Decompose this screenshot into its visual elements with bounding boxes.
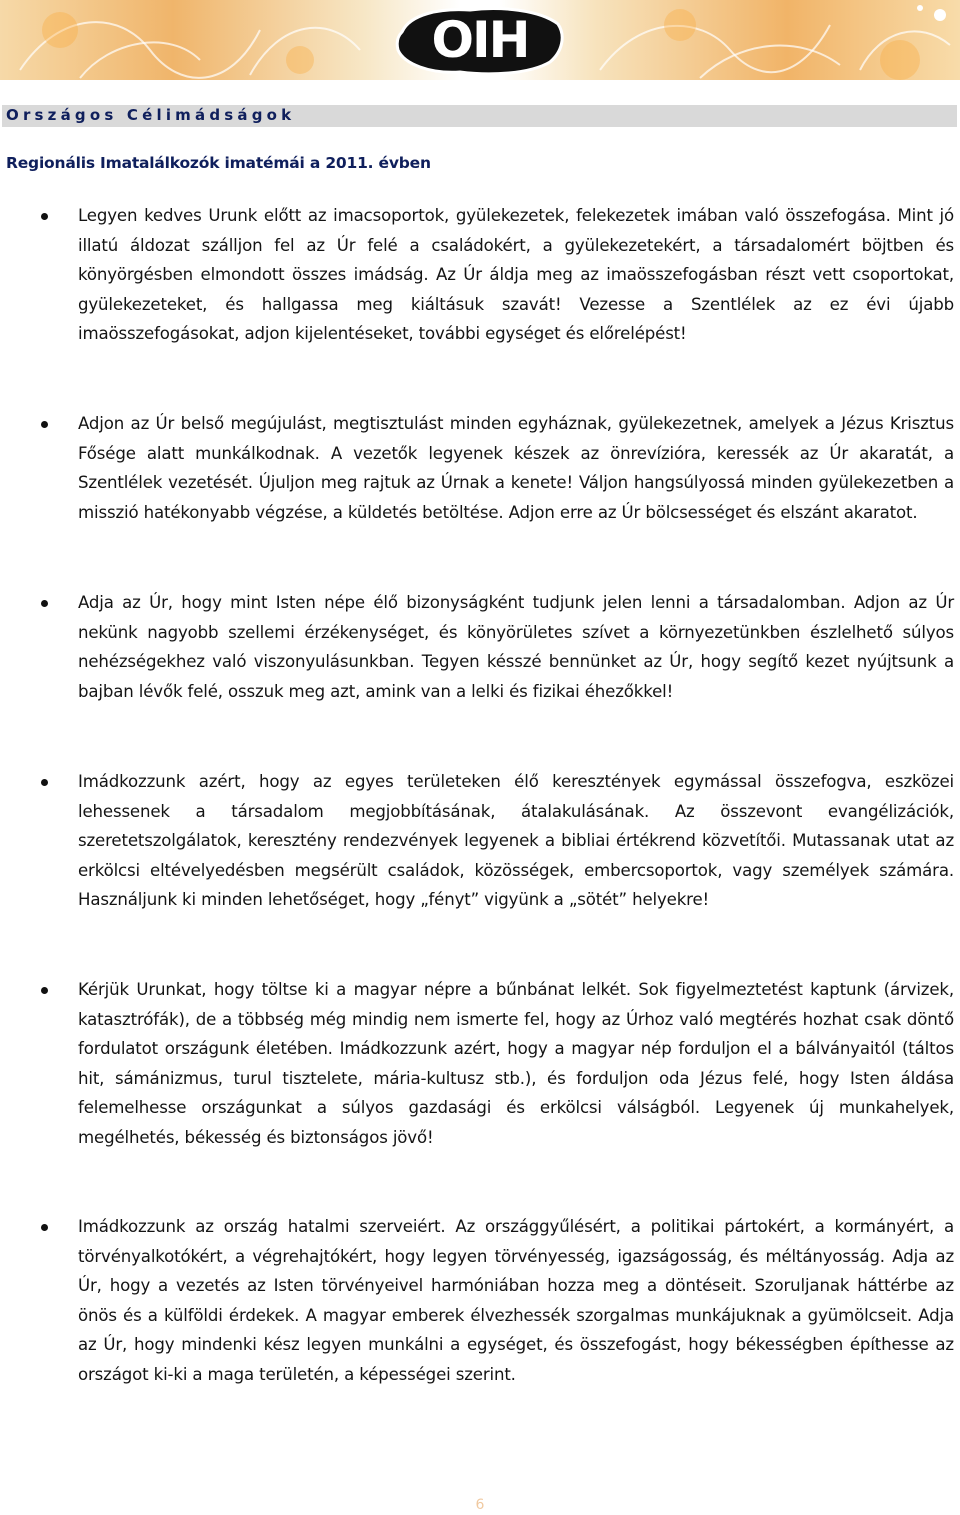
- title-bar: [2, 105, 957, 127]
- prayer-text: Imádkozzunk azért, hogy az egyes területeken élő keresztények egymással összefogva, eszközei lehessenek a társadalom megjobbításának, átalakulásának. Az összevont evangélizációk, szeretetszolgálatok, keresztény rendezvények legyenek a bibliai értékrend közvetítői. Mutassanak utat az erkölcsi eltévelyedésben megsérült családok, közösségek, embercsoportok, vagy személyek számára. Használjunk ki minden lehetőséget, hogy „fényt” vigyünk a „sötét” helyekre!: [78, 772, 954, 909]
- prayer-text: Legyen kedves Urunk előtt az imacsoportok, gyülekezetek, felekezetek imában való összefogása. Mint jó illatú áldozat szálljon fel az Úr felé a családokért, a gyülekezetekért, a társadalomért böjtben és könyörgésben elmondott összes imádság. Az Úr áldja meg az imaösszefogásban részt vett csoportokat, gyülekezeteket, és hallgassa meg kiáltásuk szavát! Vezesse a Szentlélek az ez évi újabb imaösszefogásokat, adjon kijelentéseket, további egységet és előrelépést!: [78, 206, 954, 343]
- bullet-icon: [41, 421, 48, 428]
- prayer-item: [78, 409, 954, 527]
- prayer-item: [78, 1212, 954, 1389]
- prayer-item: [78, 767, 954, 915]
- page-number: 6: [475, 1497, 485, 1513]
- logo-text: OIH: [431, 11, 529, 69]
- page-title: Országos Célimádságok: [6, 106, 296, 124]
- prayer-text: Adja az Úr, hogy mint Isten népe élő bizonyságként tudjunk jelen lenni a társadalomban. Adjon az Úr nekünk nagyobb szellemi érzékenységet, és könyörületes szívet a környezetünkben észlelhető súlyos nehézségekhez való viszonyulásunkban. Tegyen késszé bennünket az Úr, hogy segítő kezet nyújtsunk a bajban lévők felé, osszuk meg azt, amink van a lelki és fizikai éhezőkkel!: [78, 593, 954, 701]
- prayer-item: [78, 201, 954, 349]
- page-subtitle: Regionális Imatalálkozók imatémái a 2011. évben: [6, 154, 431, 172]
- bullet-icon: [41, 600, 48, 607]
- prayer-text: Kérjük Urunkat, hogy töltse ki a magyar népre a bűnbánat lelkét. Sok figyelmeztetést kaptunk (árvizek, katasztrófák), de a többség még mindig nem ismerte fel, hogy az Úrhoz való megtérés hozhat csak döntő fordulatot országunk életében. Imádkozzunk azért, hogy a magyar nép forduljon el a bálványaitól (táltos hit, sámánizmus, turul tisztelete, mária-kultusz stb.), és forduljon oda Jézus felé, hogy Isten áldása felemelhesse országunkat a súlyos gazdasági és erkölcsi válságból. Legyenek új munkahelyek, megélhetés, békesség és biztonságos jövő!: [78, 980, 954, 1147]
- prayer-item: [78, 588, 954, 706]
- bullet-icon: [41, 1224, 48, 1231]
- bullet-icon: [41, 987, 48, 994]
- prayer-text: Imádkozzunk az ország hatalmi szerveiért. Az országgyűlésért, a politikai pártokért, a kormányért, a törvényalkotókért, a végrehajtókért, hogy legyen törvényesség, igazságosság, és méltányosság. Adja az Úr, hogy a vezetés az Isten törvényeivel harmóniában hozza meg a döntéseit. Szoruljanak háttérbe az önös és a külföldi érdekek. A magyar emberek élvezhessék szorgalmas munkájuknak a gyümölcseit. Adja az Úr, hogy mindenki kész legyen munkálni a egységet, és összefogást, hogy békességben építhesse az országot ki-ki a maga területén, a képességei szerint.: [78, 1217, 954, 1384]
- prayer-text: Adjon az Úr belső megújulást, megtisztulást minden egyháznak, gyülekezetnek, amelyek a Jézus Krisztus Fősége alatt munkálkodnak. A vezetők legyenek készek az önrevízióra, keressék az Úr akaratát, a Szentlélek vezetését. Újuljon meg rajtuk az Úrnak a kenete! Váljon hangsúlyossá minden gyülekezetben a misszió hatékonyabb végzése, a küldetés betöltése. Adjon erre az Úr bölcsességet és elszánt akaratot.: [78, 414, 954, 522]
- logo: [390, 2, 570, 78]
- bullet-icon: [41, 779, 48, 786]
- header-banner: [0, 0, 960, 80]
- bullet-icon: [41, 213, 48, 220]
- prayer-item: [78, 975, 954, 1152]
